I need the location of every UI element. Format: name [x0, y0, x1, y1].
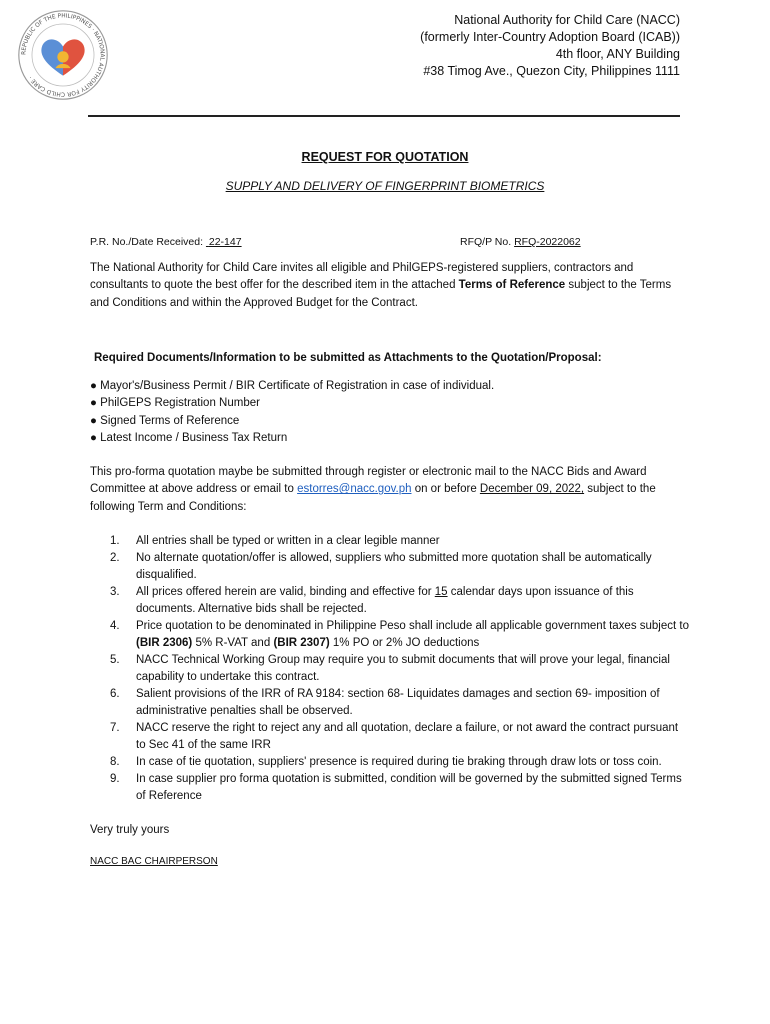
- term-text: (BIR 2307): [273, 637, 330, 649]
- term-item-8: [110, 754, 690, 771]
- term-text: NACC reserve the right to reject any and all quotation, declare a failure, or not award the contract pursuant to Sec 41 of the same IRR: [136, 722, 679, 751]
- term-text: In case supplier pro forma quotation is submitted, condition will be governed by the submitted signed Terms of Reference: [136, 773, 682, 802]
- term-item-7: [110, 720, 690, 754]
- rfq-number-line: [460, 236, 581, 248]
- term-number: 4.: [110, 620, 120, 632]
- term-item-5: [110, 652, 690, 686]
- term-item-9: [110, 771, 690, 805]
- term-text: Salient provisions of the IRR of RA 9184: section 68- Liquidates damages and section 69- imposition of administrative penalties shall be observed.: [136, 688, 660, 717]
- term-text: 1% PO or 2% JO deductions: [329, 637, 480, 649]
- term-number: 2.: [110, 552, 120, 564]
- term-item-3: [110, 584, 690, 618]
- term-item-4: [110, 618, 690, 652]
- pr-number-line: [90, 236, 294, 248]
- required-documents-heading: Required Documents/Information to be submitted as Attachments to the Quotation/Proposal:: [94, 352, 602, 364]
- term-text: All entries shall be typed or written in a clear legible manner: [136, 535, 440, 547]
- term-item-6: [110, 686, 690, 720]
- term-text: NACC Technical Working Group may require you to submit documents that will prove your legal, financial capability to undertake this contract.: [136, 654, 670, 683]
- rfq-label: RFQ/P No.: [460, 236, 512, 248]
- header-line-3: 4th floor, ANY Building: [555, 47, 680, 61]
- list-item: ● Signed Terms of Reference: [90, 413, 494, 430]
- term-text: Price quotation to be denominated in Philippine Peso shall include all applicable government taxes subject to: [136, 620, 689, 632]
- term-number: 6.: [110, 688, 120, 700]
- term-number: 3.: [110, 586, 120, 598]
- email-link[interactable]: estorres@nacc.gov.ph: [297, 483, 412, 496]
- term-item-2: [110, 550, 690, 584]
- document-subtitle: SUPPLY AND DELIVERY OF FINGERPRINT BIOMETRICS: [225, 179, 545, 193]
- seal-text: REPUBLIC OF THE PHILIPPINES · NATIONAL AUTHORITY FOR CHILD CARE ·: [21, 13, 105, 97]
- term-number: 9.: [110, 773, 120, 785]
- agency-header: [420, 12, 680, 80]
- term-text: In case of tie quotation, suppliers' presence is required during tie braking through draw lots or toss coin.: [136, 756, 662, 768]
- terms-of-reference-bold: Terms of Reference: [458, 279, 566, 292]
- header-line-1: National Authority for Child Care (NACC): [454, 13, 680, 27]
- header-line-4: #38 Timog Ave., Quezon City, Philippines 1111: [423, 64, 680, 78]
- header-line-2: (formerly Inter-Country Adoption Board (ICAB)): [420, 30, 680, 44]
- list-item: ● PhilGEPS Registration Number: [90, 395, 494, 412]
- signatory: NACC BAC CHAIRPERSON: [90, 856, 218, 867]
- document-title: REQUEST FOR QUOTATION: [301, 150, 469, 164]
- terms-and-conditions-list: [110, 533, 690, 805]
- list-item: ● Mayor's/Business Permit / BIR Certificate of Registration in case of individual.: [90, 378, 494, 395]
- term-number: 1.: [110, 535, 120, 547]
- pr-label: P.R. No./Date Received:: [90, 236, 204, 248]
- pr-value: 22-147: [208, 236, 242, 248]
- nacc-seal-logo: [16, 8, 110, 102]
- term-item-1: [110, 533, 690, 550]
- list-item: ● Latest Income / Business Tax Return: [90, 430, 494, 447]
- term-text: All prices offered herein are valid, binding and effective for: [136, 586, 435, 598]
- term-text: 15: [434, 586, 448, 598]
- term-text: calendar days upon issuance of this documents. Alternative bids shall be rejected.: [136, 586, 634, 615]
- term-text: (BIR 2306): [136, 637, 193, 649]
- submission-paragraph: This pro-forma quotation maybe be submitted through register or electronic mail to the NACC Bids and Award Committee at above address or email to estorres@nacc.gov.ph on or before December 09, 2022, subject to the following Term and Conditions:: [90, 466, 656, 513]
- term-text: No alternate quotation/offer is allowed, suppliers who submitted more quotation shall be automatically disqualified.: [136, 552, 652, 581]
- term-number: 8.: [110, 756, 120, 768]
- required-documents-list: [90, 378, 494, 447]
- term-number: 5.: [110, 654, 120, 666]
- intro-paragraph: The National Authority for Child Care invites all eligible and PhilGEPS-registered suppliers, contractors and consultants to quote the best offer for the described item in the attached Terms of Reference subject to the Terms and Conditions and within the Approved Budget for the Contract.: [90, 262, 672, 309]
- term-text: 5% R-VAT and: [192, 637, 274, 649]
- header-divider: [88, 115, 680, 117]
- deadline-date: December 09, 2022,: [479, 483, 585, 496]
- rfq-value: RFQ-2022062: [514, 236, 581, 248]
- closing-line: Very truly yours: [90, 824, 170, 836]
- term-number: 7.: [110, 722, 120, 734]
